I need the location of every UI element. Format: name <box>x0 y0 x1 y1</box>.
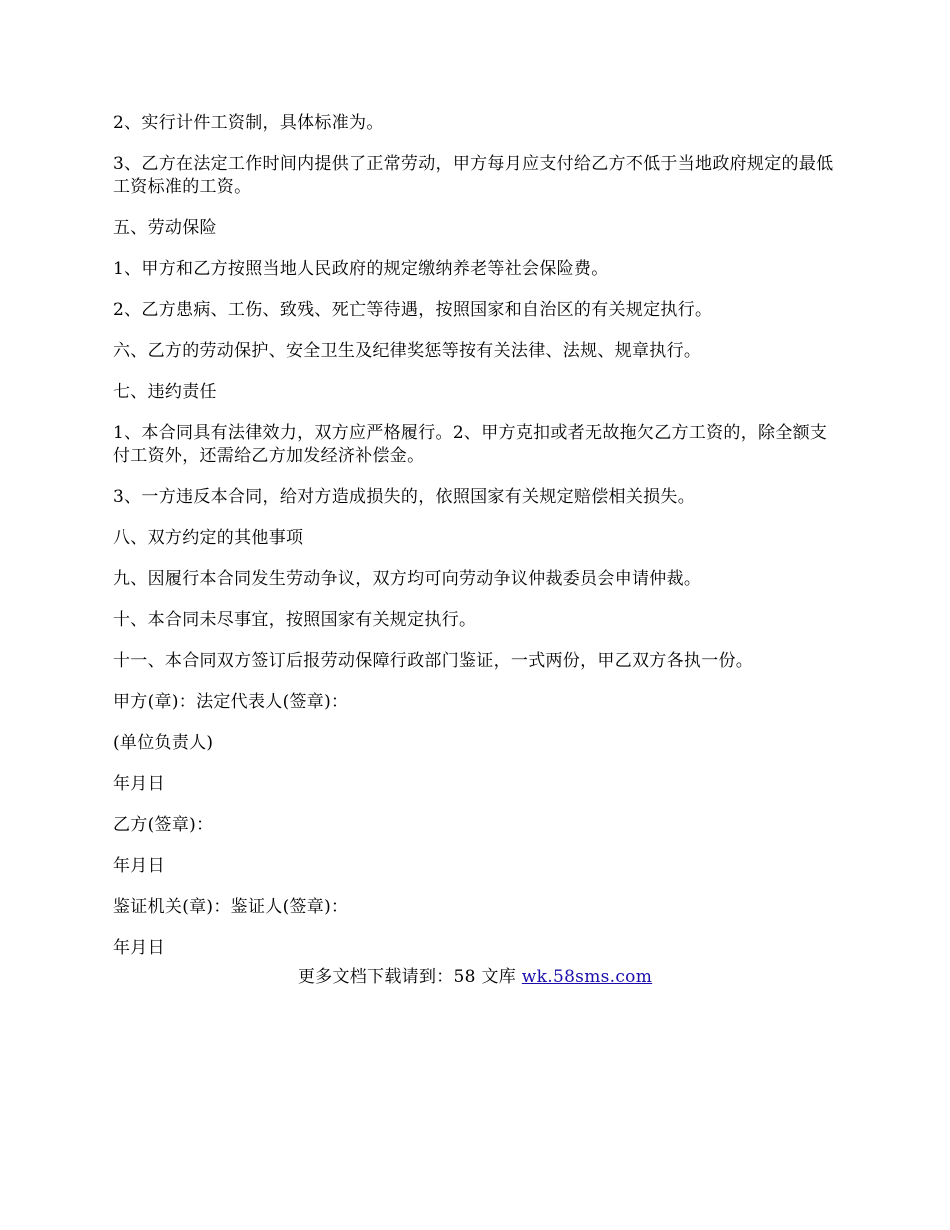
heading-certification: 十一、本合同双方签订后报劳动保障行政部门鉴证，一式两份，甲乙双方各执一份。 <box>113 651 754 671</box>
date-line-certification: 年月日 <box>113 938 165 958</box>
footer-text: 更多文档下载请到：58 文库 <box>297 967 522 987</box>
date-line-party-b: 年月日 <box>113 856 165 876</box>
download-footer <box>0 966 950 989</box>
heading-other-matters: 八、双方约定的其他事项 <box>113 528 304 548</box>
signature-party-b: 乙方(签章)： <box>113 815 214 835</box>
heading-breach-liability: 七、违约责任 <box>113 382 217 402</box>
signature-unit-head: (单位负责人) <box>113 733 214 753</box>
signature-certifying-authority: 鉴证机关(章)：鉴证人(签章)： <box>113 897 349 917</box>
paragraph-compensation: 3、一方违反本合同，给对方造成损失的，依照国家有关规定赔偿相关损失。 <box>113 487 696 507</box>
paragraph-minimum-wage: 3、乙方在法定工作时间内提供了正常劳动，甲方每月应支付给乙方不低于当地政府规定的最低工资标准的工资。 <box>113 154 834 197</box>
document-body <box>113 112 843 978</box>
paragraph-injury-treatment: 2、乙方患病、工伤、致残、死亡等待遇，按照国家和自治区的有关规定执行。 <box>113 300 713 320</box>
signature-party-a: 甲方(章)：法定代表人(签章)： <box>113 692 349 712</box>
heading-unaddressed-matters: 十、本合同未尽事宜，按照国家有关规定执行。 <box>113 610 477 630</box>
heading-labor-insurance: 五、劳动保险 <box>113 218 217 238</box>
paragraph-legal-effect: 1、本合同具有法律效力，双方应严格履行。2、甲方克扣或者无故拖欠乙方工资的，除全额支付工资外，还需给乙方加发经济补偿金。 <box>113 423 828 466</box>
footer-link[interactable]: wk.58sms.com <box>521 967 653 987</box>
paragraph-social-insurance: 1、甲方和乙方按照当地人民政府的规定缴纳养老等社会保险费。 <box>113 259 609 279</box>
heading-labor-dispute: 九、因履行本合同发生劳动争议，双方均可向劳动争议仲裁委员会申请仲裁。 <box>113 569 702 589</box>
paragraph-piece-rate-wage: 2、实行计件工资制，具体标准为。 <box>113 113 384 133</box>
heading-labor-protection: 六、乙方的劳动保护、安全卫生及纪律奖惩等按有关法律、法规、规章执行。 <box>113 341 702 361</box>
date-line-party-a: 年月日 <box>113 774 165 794</box>
